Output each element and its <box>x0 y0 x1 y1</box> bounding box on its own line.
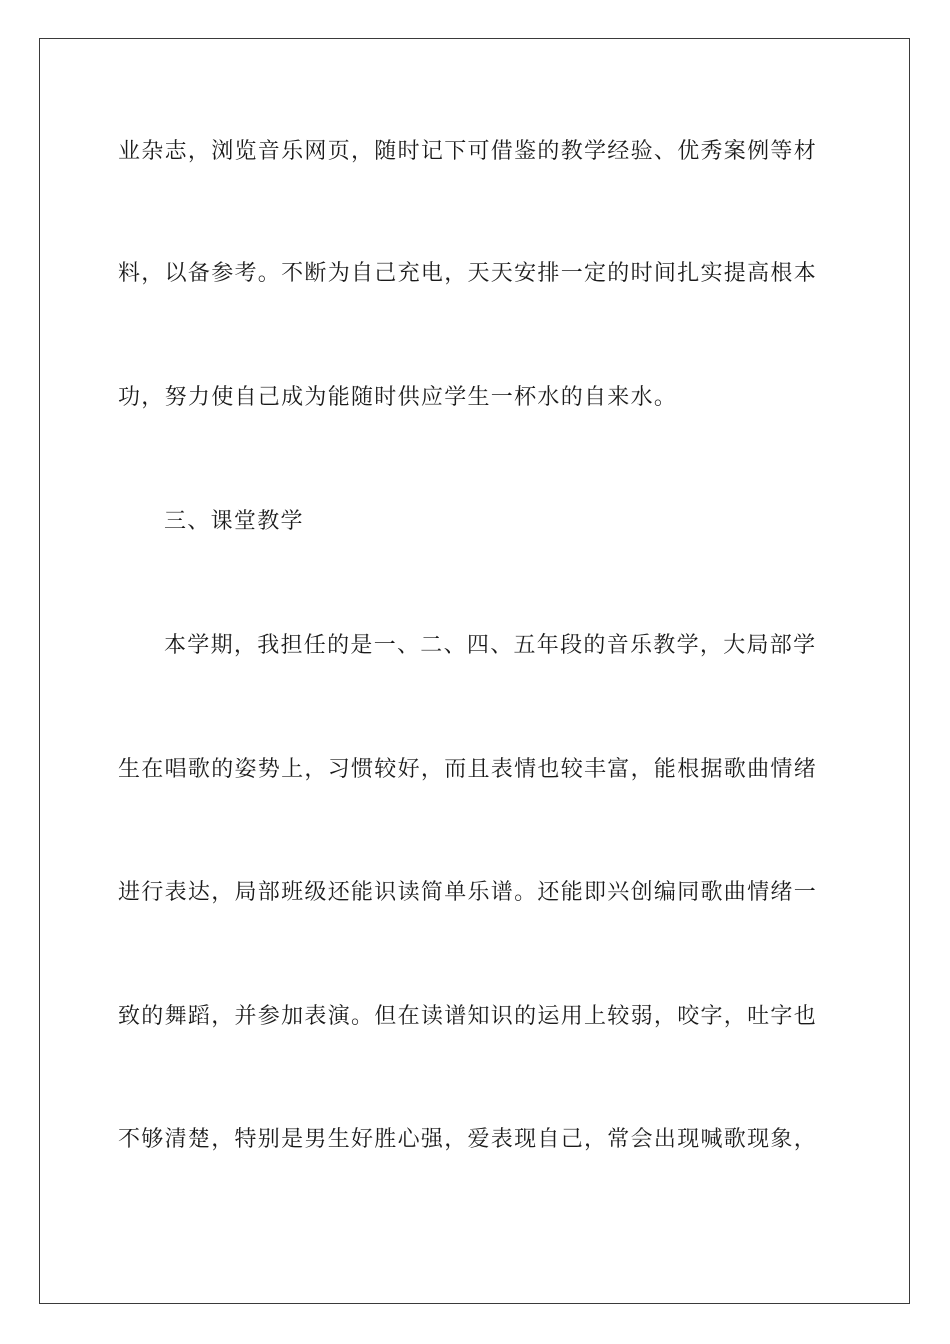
paragraph-line: 进行表达，局部班级还能识读简单乐谱。还能即兴创编同歌曲情绪一 <box>118 880 818 905</box>
paragraph-line: 料，以备参考。不断为自己充电，天天安排一定的时间扎实提高根本 <box>118 261 818 286</box>
section-heading: 三、课堂教学 <box>164 509 304 534</box>
paragraph-line: 致的舞蹈，并参加表演。但在读谱知识的运用上较弱，咬字，吐字也 <box>118 1004 818 1029</box>
paragraph-line: 本学期，我担任的是一、二、四、五年段的音乐教学，大局部学 <box>164 633 817 658</box>
paragraph-line: 业杂志，浏览音乐网页，随时记下可借鉴的教学经验、优秀案例等材 <box>118 139 818 164</box>
paragraph-line: 生在唱歌的姿势上，习惯较好，而且表情也较丰富，能根据歌曲情绪 <box>118 757 818 782</box>
paragraph-line: 功，努力使自己成为能随时供应学生一杯水的自来水。 <box>118 385 678 410</box>
paragraph-line: 不够清楚，特别是男生好胜心强，爱表现自己，常会出现喊歌现象， <box>118 1127 818 1152</box>
page-border <box>39 38 910 1304</box>
